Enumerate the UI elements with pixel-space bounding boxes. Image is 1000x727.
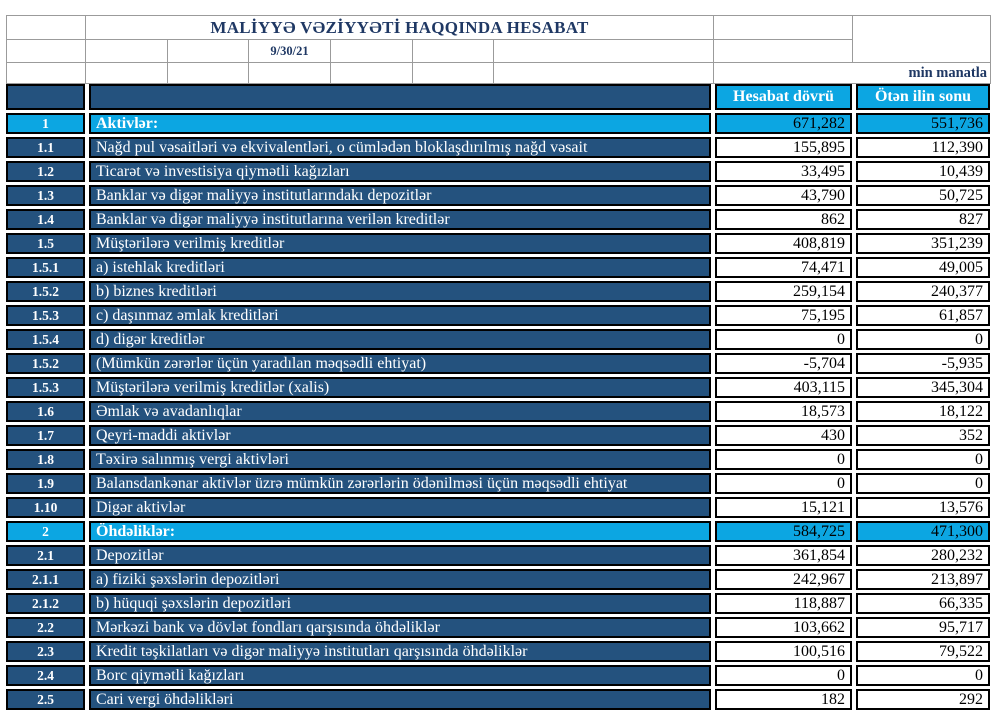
row-value-period: 33,495: [715, 161, 852, 182]
row-number: 1.5.4: [6, 329, 85, 350]
row-label: Cari vergi öhdəlikləri: [89, 689, 711, 710]
row-value-prev-year: 352: [856, 425, 990, 446]
row-value-prev-year: 827: [856, 209, 990, 230]
top-grid: [6, 15, 991, 84]
row-value-prev-year: 0: [856, 449, 990, 470]
table-row: [6, 497, 990, 518]
row-value-prev-year: 0: [856, 473, 990, 494]
empty-cell: [853, 16, 991, 63]
row-value-period: 403,115: [715, 377, 852, 398]
row-number: 2.2: [6, 617, 85, 638]
row-value-prev-year: 0: [856, 329, 990, 350]
row-number: 1.5.1: [6, 257, 85, 278]
row-value-period: 361,854: [715, 545, 852, 566]
table-row: [6, 305, 990, 326]
date-row: [7, 40, 991, 63]
table-row: [6, 353, 990, 374]
table-row: [6, 473, 990, 494]
table-row: [6, 281, 990, 302]
row-label: Mərkəzi bank və dövlət fondları qarşısında öhdəliklər: [89, 617, 711, 638]
table-row: [6, 257, 990, 278]
row-number: 1.1: [6, 137, 85, 158]
row-value-prev-year: 240,377: [856, 281, 990, 302]
row-value-period: 15,121: [715, 497, 852, 518]
row-value-period: 0: [715, 473, 852, 494]
row-value-period: 259,154: [715, 281, 852, 302]
row-value-period: 118,887: [715, 593, 852, 614]
row-value-period: 242,967: [715, 569, 852, 590]
row-label: Müştərilərə verilmiş kreditlər (xalis): [89, 377, 711, 398]
row-value-prev-year: 66,335: [856, 593, 990, 614]
row-value-period: 862: [715, 209, 852, 230]
row-number: 1.9: [6, 473, 85, 494]
row-number: 1.5.3: [6, 305, 85, 326]
row-value-period: 155,895: [715, 137, 852, 158]
row-label: a) istehlak kreditləri: [89, 257, 711, 278]
row-label: Banklar və digər maliyyə institutlarına verilən kreditlər: [89, 209, 711, 230]
empty-cell: [86, 40, 168, 63]
table-row: [6, 377, 990, 398]
table-row: [6, 593, 990, 614]
row-number: 1.6: [6, 401, 85, 422]
table-row: [6, 569, 990, 590]
empty-cell: [7, 40, 86, 63]
row-number: 2.5: [6, 689, 85, 710]
table-row: [6, 113, 990, 134]
row-value-period: 430: [715, 425, 852, 446]
row-number: 1.5.2: [6, 281, 85, 302]
table-header-row: [6, 84, 990, 110]
unit-note: min manatla: [714, 63, 991, 84]
header-blank-label-cell: [89, 84, 711, 110]
row-label: Digər aktivlər: [89, 497, 711, 518]
report-table-body: [6, 84, 990, 710]
empty-cell: [714, 16, 853, 40]
row-value-period: 43,790: [715, 185, 852, 206]
table-row: [6, 449, 990, 470]
table-row: [6, 233, 990, 254]
row-value-prev-year: 49,005: [856, 257, 990, 278]
row-number: 2: [6, 521, 85, 542]
column-header-period: Hesabat dövrü: [715, 84, 852, 110]
row-number: 2.4: [6, 665, 85, 686]
row-label: Nağd pul vəsaitləri və ekvivalentləri, o cümlədən bloklaşdırılmış nağd vəsait: [89, 137, 711, 158]
row-value-prev-year: 213,897: [856, 569, 990, 590]
page-title: MALİYYƏ VƏZİYYƏTİ HAQQINDA HESABAT: [86, 16, 714, 40]
row-value-period: 103,662: [715, 617, 852, 638]
empty-cell: [331, 40, 413, 63]
row-number: 1.3: [6, 185, 85, 206]
row-number: 2.1: [6, 545, 85, 566]
row-value-period: 408,819: [715, 233, 852, 254]
empty-cell: [413, 40, 494, 63]
row-number: 1.5.2: [6, 353, 85, 374]
row-label: Əmlak və avadanlıqlar: [89, 401, 711, 422]
table-row: [6, 665, 990, 686]
row-value-period: 18,573: [715, 401, 852, 422]
row-value-period: 100,516: [715, 641, 852, 662]
row-label: Müştərilərə verilmiş kreditlər: [89, 233, 711, 254]
row-number: 1.10: [6, 497, 85, 518]
row-value-period: 671,282: [715, 113, 852, 134]
table-row: [6, 209, 990, 230]
table-row: [6, 329, 990, 350]
row-number: 2.3: [6, 641, 85, 662]
row-value-period: 75,195: [715, 305, 852, 326]
table-row: [6, 545, 990, 566]
row-value-prev-year: 0: [856, 665, 990, 686]
row-value-prev-year: 95,717: [856, 617, 990, 638]
table-row: [6, 425, 990, 446]
row-label: Ticarət və investisiya qiymətli kağızları: [89, 161, 711, 182]
row-value-prev-year: 471,300: [856, 521, 990, 542]
row-value-prev-year: 345,304: [856, 377, 990, 398]
table-row: [6, 161, 990, 182]
row-value-prev-year: 13,576: [856, 497, 990, 518]
row-label: a) fiziki şəxslərin depozitləri: [89, 569, 711, 590]
row-value-prev-year: 292: [856, 689, 990, 710]
row-label: b) biznes kreditləri: [89, 281, 711, 302]
table-row: [6, 689, 990, 710]
table-row: [6, 401, 990, 422]
row-number: 1.5.3: [6, 377, 85, 398]
row-label: Banklar və digər maliyyə institutlarındakı depozitlər: [89, 185, 711, 206]
row-label: Kredit təşkilatları və digər maliyyə institutları qarşısında öhdəliklər: [89, 641, 711, 662]
statement-table: [2, 81, 994, 713]
row-number: 1.2: [6, 161, 85, 182]
row-number: 1.4: [6, 209, 85, 230]
row-label: d) digər kreditlər: [89, 329, 711, 350]
row-value-period: 0: [715, 449, 852, 470]
row-value-period: 584,725: [715, 521, 852, 542]
row-label: b) hüquqi şəxslərin depozitləri: [89, 593, 711, 614]
row-value-prev-year: 280,232: [856, 545, 990, 566]
table-row: [6, 617, 990, 638]
header-blank-number-cell: [6, 84, 85, 110]
column-header-prev-year: Ötən ilin sonu: [856, 84, 990, 110]
table-row: [6, 137, 990, 158]
row-label: Borc qiymətli kağızları: [89, 665, 711, 686]
empty-cell: [714, 40, 853, 63]
row-value-prev-year: 18,122: [856, 401, 990, 422]
row-number: 1.7: [6, 425, 85, 446]
row-value-period: 0: [715, 665, 852, 686]
empty-cell: [494, 40, 714, 63]
table-row: [6, 185, 990, 206]
row-number: 1.8: [6, 449, 85, 470]
row-value-prev-year: 10,439: [856, 161, 990, 182]
row-value-period: 74,471: [715, 257, 852, 278]
row-label: Təxirə salınmış vergi aktivləri: [89, 449, 711, 470]
row-number: 1: [6, 113, 85, 134]
row-label: Depozitlər: [89, 545, 711, 566]
row-value-period: 0: [715, 329, 852, 350]
row-label: (Mümkün zərərlər üçün yaradılan məqsədli ehtiyat): [89, 353, 711, 374]
table-row: [6, 521, 990, 542]
row-label: Qeyri-maddi aktivlər: [89, 425, 711, 446]
row-value-prev-year: 61,857: [856, 305, 990, 326]
row-value-prev-year: 551,736: [856, 113, 990, 134]
report-date: 9/30/21: [249, 40, 331, 63]
empty-cell: [168, 40, 249, 63]
row-label: Aktivlər:: [89, 113, 711, 134]
row-number: 2.1.1: [6, 569, 85, 590]
row-number: 2.1.2: [6, 593, 85, 614]
row-value-period: 182: [715, 689, 852, 710]
row-value-prev-year: 351,239: [856, 233, 990, 254]
row-value-prev-year: 50,725: [856, 185, 990, 206]
title-row: [7, 16, 991, 40]
empty-cell: [7, 16, 86, 40]
row-value-period: -5,704: [715, 353, 852, 374]
row-number: 1.5: [6, 233, 85, 254]
row-label: Balansdankənar aktivlər üzrə mümkün zərərlərin ödənilməsi üçün məqsədli ehtiyat: [89, 473, 711, 494]
row-value-prev-year: -5,935: [856, 353, 990, 374]
row-label: c) daşınmaz əmlak kreditləri: [89, 305, 711, 326]
row-label: Öhdəliklər:: [89, 521, 711, 542]
table-row: [6, 641, 990, 662]
row-value-prev-year: 79,522: [856, 641, 990, 662]
row-value-prev-year: 112,390: [856, 137, 990, 158]
